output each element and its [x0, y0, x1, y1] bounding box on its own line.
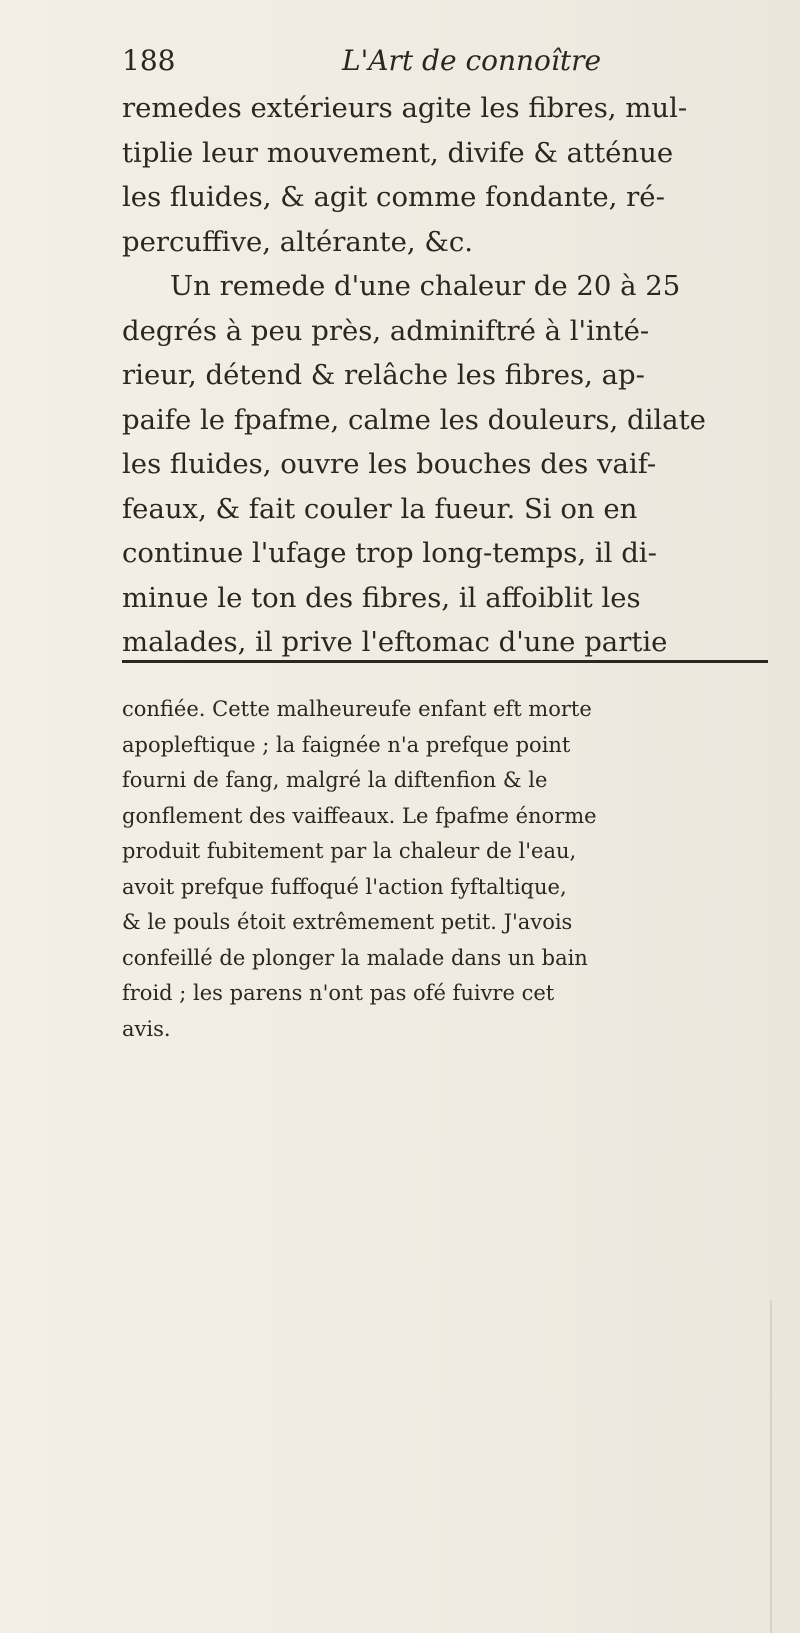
page-header [122, 38, 682, 84]
footnote-line: froid ; les parens n'ont pas ofé fuivre cet [122, 981, 555, 1005]
text-line: Un remede d'une chaleur de 20 à 25 [170, 270, 681, 302]
text-line: paife le fpafme, calme les douleurs, dilate [122, 403, 706, 436]
footnote-rule [122, 660, 768, 663]
text-line: feaux, & fait couler la fueur. Si on en [122, 492, 638, 525]
text-line: percuffive, altérante, &c. [122, 225, 473, 258]
text-line: tiplie leur mouvement, divife & atténue [122, 136, 674, 169]
footnote-line: gonflement des vaiffeaux. Le fpafme énorme [122, 803, 597, 828]
footnote-line: confiée. Cette malheureufe enfant eft morte [122, 697, 592, 721]
footnote [122, 692, 768, 1047]
text-line: malades, il prive l'eftomac d'une partie [122, 626, 668, 658]
footnote-line: avoit prefque fuffoqué l'action fyftaltique, [122, 874, 567, 899]
text-line: les fluides, & agit comme fondante, ré- [122, 181, 665, 213]
text-line: rieur, détend & relâche les fibres, ap- [122, 359, 645, 391]
page-number: 188 [122, 44, 176, 77]
page-edge [770, 1300, 772, 1633]
footnote-line: avis. [122, 1016, 171, 1041]
text-line: les fluides, ouvre les bouches des vaif- [122, 448, 657, 480]
text-line: continue l'ufage trop long-temps, il di- [122, 537, 657, 569]
footnote-line: fourni de fang, malgré la diftenfion & le [122, 768, 548, 792]
footnote-line: & le pouls étoit extrêmement petit. J'avois [122, 910, 573, 934]
footnote-line: apopleftique ; la faignée n'a prefque point [122, 732, 571, 757]
text-line: minue le ton des fibres, il affoiblit les [122, 581, 641, 614]
running-title: L'Art de connoître [342, 44, 602, 77]
footnote-line: confeillé de plonger la malade dans un bain [122, 945, 588, 970]
footnote-line: produit fubitement par la chaleur de l'eau, [122, 839, 577, 863]
main-text [122, 86, 772, 665]
text-line: remedes extérieurs agite les fibres, mul- [122, 92, 688, 124]
text-line: degrés à peu près, adminiftré à l'inté- [122, 314, 650, 347]
